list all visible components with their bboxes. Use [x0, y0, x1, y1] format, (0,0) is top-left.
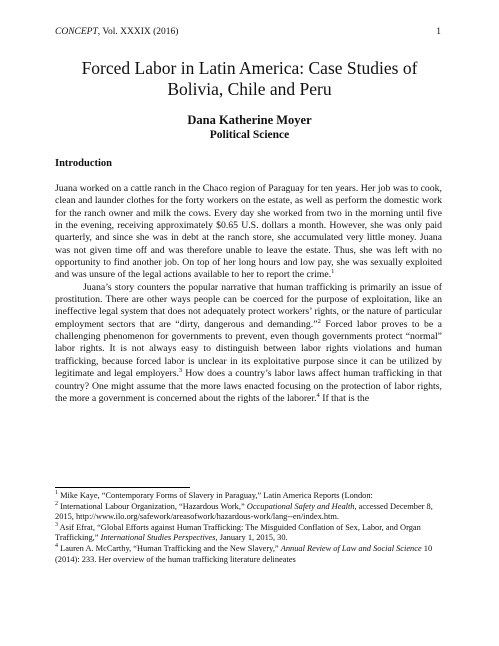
footnote-2: [55, 502, 442, 523]
footnote-ref-1[interactable]: 1: [331, 268, 335, 276]
paragraph-2-text-a: Juana’s story counters the popular narrative that human trafficking is primarily an issue of prostitution. There are other ways people can be coerced for the purpose of exploitation, like an ineffective legal system that does not adequately protect workers’ rights, or the nature of particular employment sectors that are “dirty, dangerous and demanding.”: [55, 281, 442, 330]
body-text: [55, 183, 442, 405]
journal-citation: [55, 27, 178, 37]
footnote-3-text-b: , January 1, 2015, 30.: [215, 533, 288, 543]
author-department: Political Science: [209, 129, 290, 141]
journal-volume: , Vol. XXXIX (2016): [97, 27, 179, 37]
footnote-4-text-a: Lauren A. McCarthy, “Human Trafficking and the New Slavery,”: [58, 543, 281, 553]
running-head: [55, 27, 441, 37]
footnote-4-text-b: 10 (2014): 233. Her overview of the human trafficking literature delineates: [55, 543, 433, 564]
paragraph-1-text: Juana worked on a cattle ranch in the Chaco region of Paraguay for ten years. Her job was to cook, clean and launder clothes for the forty workers on the estate, as well as perform the domestic work for the ranch owner and milk the cows. Every day she worked from two in the morning until five in the evening, receiving approximately $0.65 U.S. dollars a month. However, she was only paid quarterly, and since she was in debt at the ranch store, she accumulated very little money. Juana was not given time off and was therefore unable to leave the estate. Thus, she was left with no opportunity to find another job. On top of her long hours and low pay, she was sexually exploited and was unsure of the legal actions available to her to report the crime.: [55, 183, 442, 281]
footnote-ref-2[interactable]: 2: [317, 317, 321, 325]
paragraph-2-text-d: If that is the: [319, 392, 370, 404]
footnote-3: [55, 523, 442, 544]
paragraph-1: [55, 183, 442, 282]
paragraph-2-text-b: Forced labor proves to be a challenging phenomenon for governments to prevent, even though governments protect “normal” labor rights. It is not always easy to distinguish between labor rights violations and human trafficking, because forced labor is unclear in its exploitative purpose since it can be utilized by legitimate and legal employers.: [55, 318, 442, 380]
title-line-2: Bolivia, Chile and Peru: [167, 79, 332, 99]
footnote-ref-4[interactable]: 4: [316, 391, 320, 399]
footnote-4-number: 4: [55, 543, 58, 550]
footnote-1: [55, 491, 442, 502]
footnote-3-text-a: Asif Efrat, “Global Efforts against Human Trafficking: The Misguided Conflation of Sex, Labor, and Organ Trafficking,”: [55, 522, 421, 543]
paragraph-2: [55, 282, 442, 405]
footnote-2-text-b: , accessed December 8, 2015, http://www.ilo.org/safework/areasofwork/hazardous-work/lang--en/index.htm.: [55, 501, 433, 522]
section-heading-introduction: Introduction: [55, 158, 112, 169]
author-name: Dana Katherine Moyer: [187, 113, 312, 127]
footnote-1-text: Mike Kaye, “Contemporary Forms of Slavery in Paraguay,” Latin America Reports (London:: [58, 491, 373, 500]
footnote-2-text-a: International Labour Organization, “Hazardous Work,”: [58, 501, 247, 511]
footnote-1-number: 1: [55, 490, 58, 497]
footnote-2-number: 2: [55, 500, 58, 507]
journal-name: CONCEPT: [55, 27, 98, 37]
footnote-4-italic: Annual Review of Law and Social Science: [280, 543, 422, 553]
footnote-ref-3[interactable]: 3: [178, 366, 183, 374]
paper-title: [40, 58, 459, 100]
footnote-2-italic: Occupational Safety and Health: [246, 501, 355, 511]
page-number: 1: [436, 27, 441, 37]
footnote-4: [55, 544, 442, 565]
footnote-3-italic: International Studies Perspectives: [100, 533, 216, 543]
footnotes: [55, 491, 442, 565]
paragraph-2-text-c: How does a country’s labor laws affect human trafficking in that country? One might assume that the more laws enacted focusing on the protection of labor rights, the more a government is concerned about the rights of the laborer.: [55, 368, 442, 404]
title-line-1: Forced Labor in Latin America: Case Studies of: [81, 58, 418, 78]
footnote-3-number: 3: [55, 521, 58, 528]
footnote-divider: [55, 487, 190, 488]
